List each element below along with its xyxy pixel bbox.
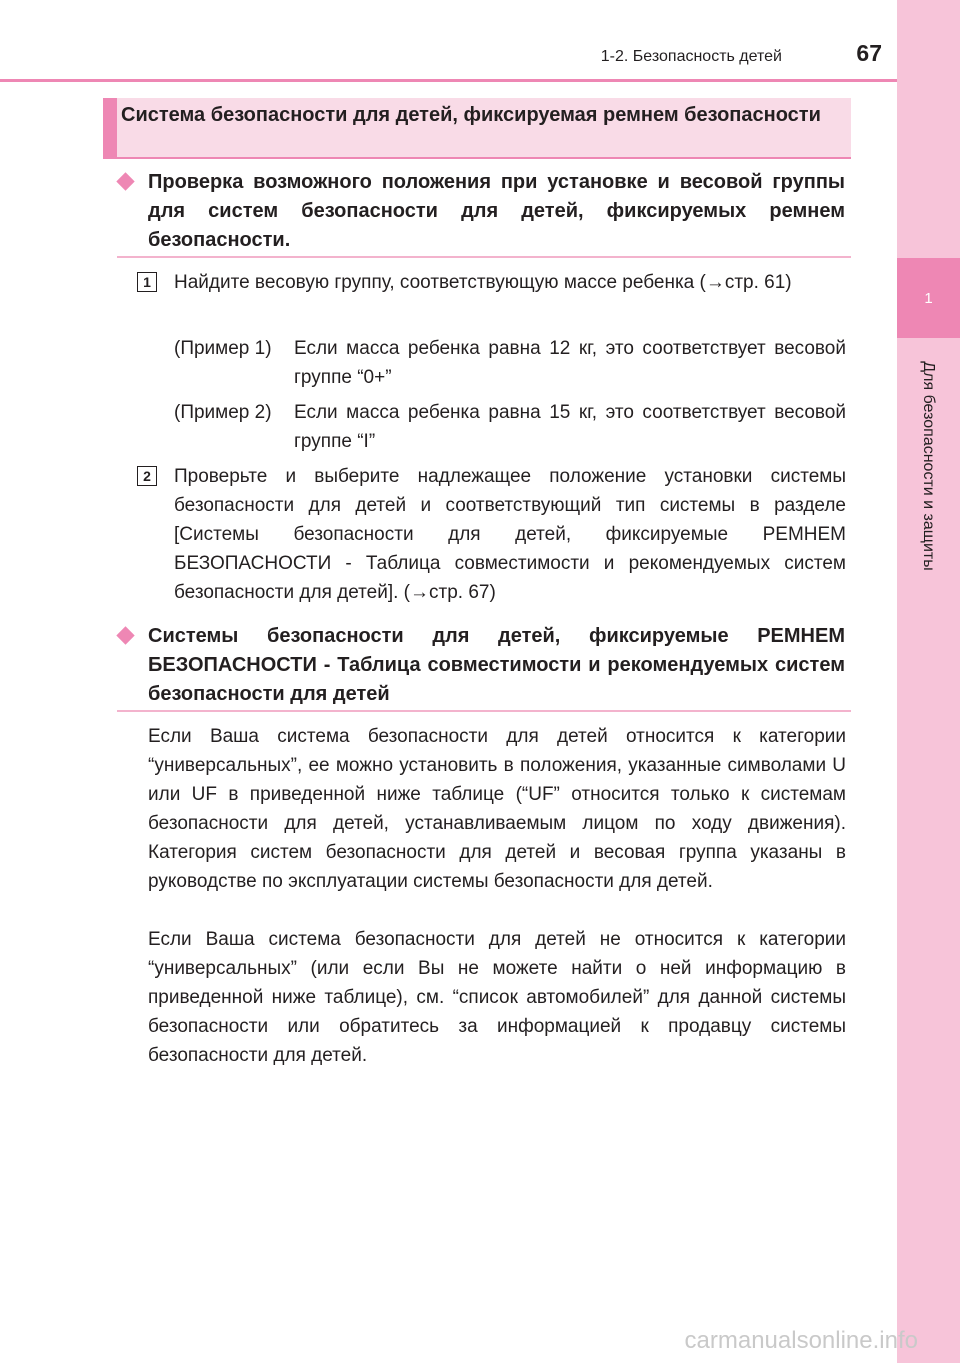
- step-1-text: Найдите весовую группу, соответствующую массе ребенка (→стр. 61): [174, 272, 792, 293]
- header-rule: [0, 79, 897, 82]
- diamond-bullet-icon: [116, 172, 134, 190]
- example-2-text: Если масса ребенка равна 15 кг, это соответствует весовой группе “I”: [294, 402, 846, 452]
- side-tab-strip: [897, 0, 960, 1363]
- example-1: [174, 334, 846, 392]
- step-number-2: 2: [137, 466, 157, 486]
- example-1-text: Если масса ребенка равна 12 кг, это соответствует весовой группе “0+”: [294, 338, 846, 388]
- example-2-label: (Пример 2): [174, 402, 272, 423]
- chapter-tab-label: Для безопасности и защиты: [920, 361, 937, 571]
- page-title: Система безопасности для детей, фиксируемая ремнем безопасности: [121, 104, 821, 126]
- diamond-bullet-icon: [116, 626, 134, 644]
- chapter-tab-active[interactable]: [897, 258, 960, 338]
- example-1-label: (Пример 1): [174, 338, 272, 359]
- example-2: [174, 398, 846, 456]
- subheading-check-position: [117, 168, 845, 255]
- step-number-1: 1: [137, 272, 157, 292]
- chapter-tab-number: 1: [924, 289, 933, 307]
- watermark: carmanualsonline.info: [684, 1327, 918, 1354]
- body-paragraph-universal: Если Ваша система безопасности для детей относится к категории “универсальных”, ее можно установить в положения, указанные символами U или UF в приведенной ниже таблице (“UF” относится только к системам безопасности для детей, устанавливаемым лицом по ходу движения). Категория систем безопасности для детей и весовая группа указаны в руководстве по эксплуатации системы безопасности для детей.: [148, 726, 846, 892]
- header-section-title: 1-2. Безопасность детей: [600, 48, 782, 65]
- subheading-text: Проверка возможного положения при установке и весовой группы для систем безопасности для детей, фиксируемых ремнем безопасности.: [148, 171, 845, 251]
- page-number: 67: [856, 40, 882, 66]
- subheading-rule: [117, 256, 851, 258]
- body-paragraph-non-universal: Если Ваша система безопасности для детей не относится к категории “универсальных” (или если Вы не можете найти о ней информацию в приведенной ниже таблице), см. “список автомобилей” для данной системы безопасности или обратитесь за информацией к продавцу системы безопасности для детей.: [148, 929, 846, 1066]
- step-2-text: Проверьте и выберите надлежащее положение установки системы безопасности для детей и соответствующий тип системы в разделе [Системы безопасности для детей, фиксируемые РЕМНЕМ БЕЗОПАСНОСТИ - Таблица совместимости и рекомендуемых систем безопасности для детей]. (→стр. 67): [174, 466, 846, 603]
- subheading-text: Системы безопасности для детей, фиксируемые РЕМНЕМ БЕЗОПАСНОСТИ - Таблица совместимости и рекомендуемых систем безопасности для детей: [148, 625, 845, 705]
- subheading-compatibility-table: [117, 622, 845, 709]
- subheading-rule: [117, 710, 851, 712]
